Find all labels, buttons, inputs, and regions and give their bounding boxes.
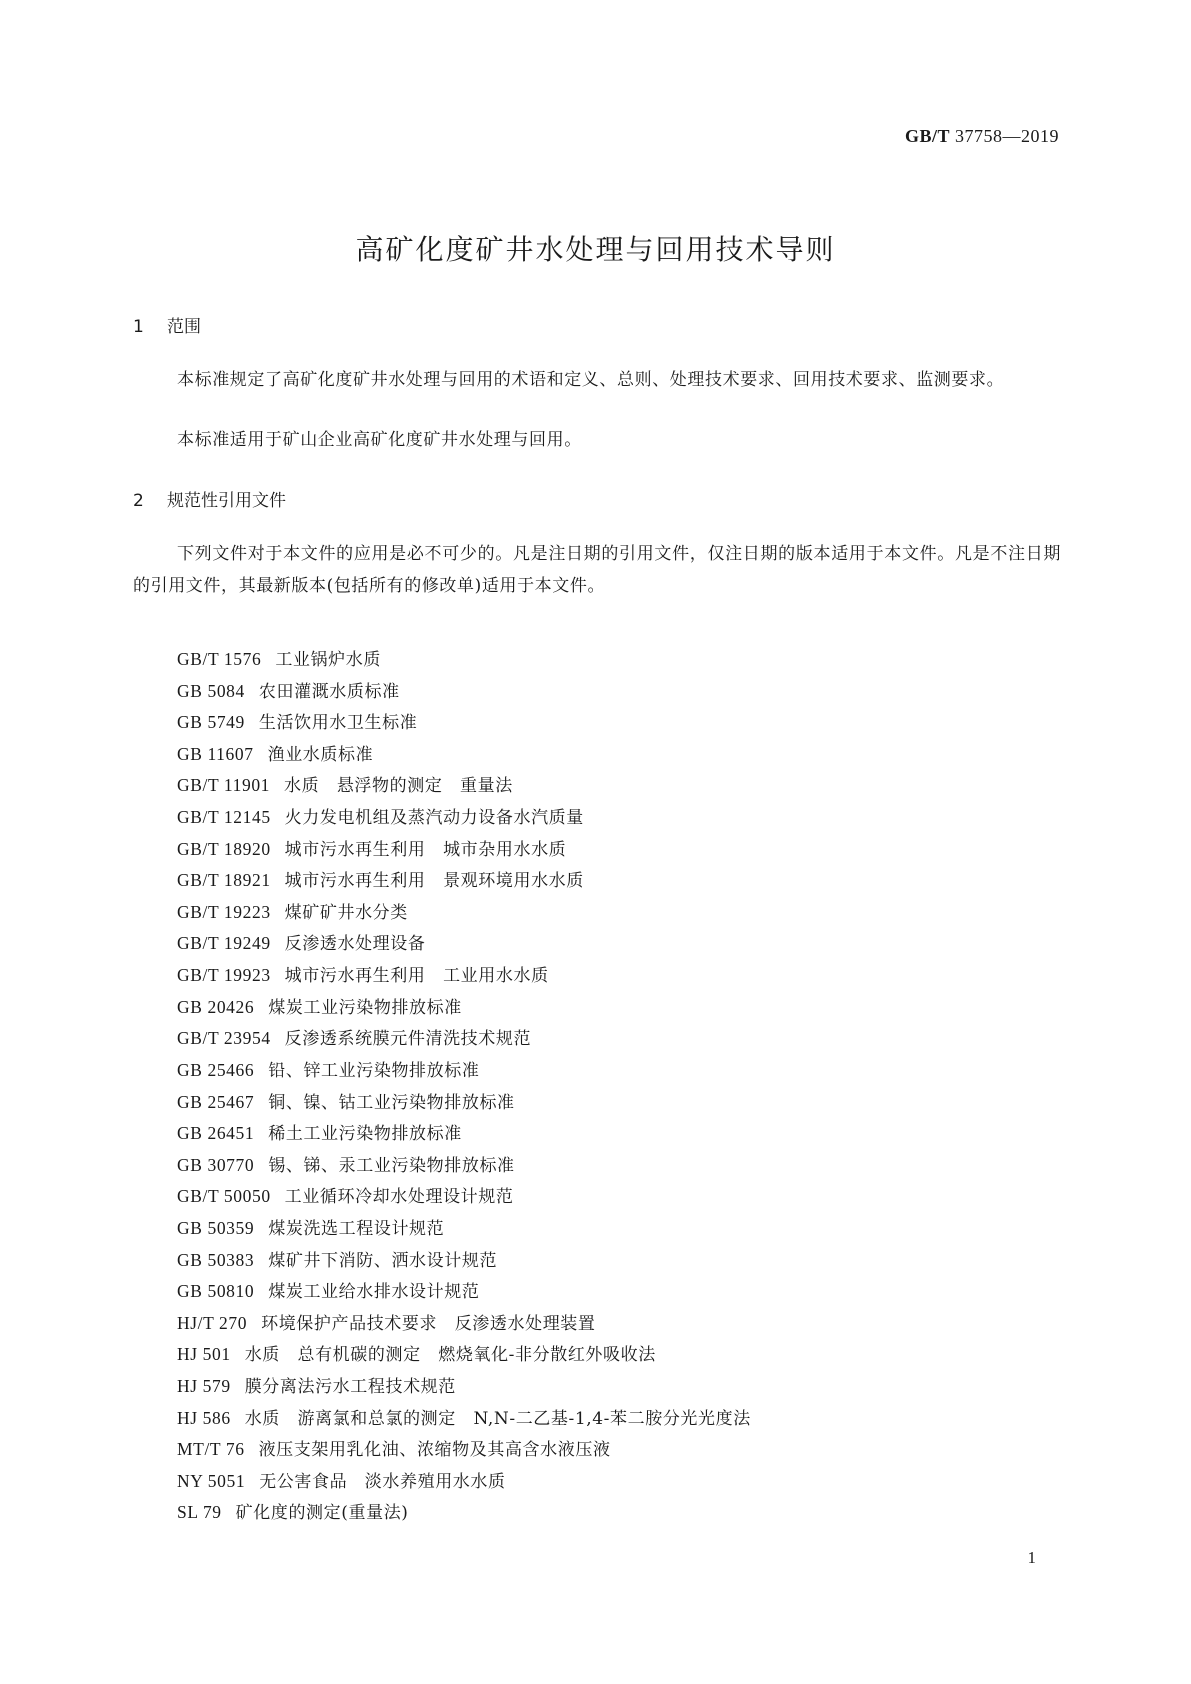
reference-code: GB/T 18920	[177, 838, 271, 859]
reference-code: GB 50810	[177, 1281, 255, 1302]
reference-code: HJ 501	[177, 1344, 231, 1365]
reference-title: 水质 总有机碳的测定 燃烧氧化-非分散红外吸收法	[244, 1345, 656, 1366]
reference-title: 煤矿井下消防、洒水设计规范	[268, 1250, 498, 1271]
reference-title: 工业循环冷却水处理设计规范	[284, 1187, 514, 1208]
reference-code: GB/T 19249	[177, 933, 271, 954]
reference-code: GB/T 19223	[177, 901, 271, 922]
reference-title: 工业锅炉水质	[275, 650, 381, 670]
reference-code: GB/T 50050	[177, 1186, 271, 1207]
reference-item	[177, 960, 751, 992]
reference-title: 反渗透系统膜元件清洗技术规范	[284, 1029, 532, 1050]
reference-title: 膜分离法污水工程技术规范	[244, 1377, 456, 1398]
reference-list	[177, 644, 751, 1529]
section-number: 1	[133, 317, 144, 337]
reference-title: 农田灌溉水质标准	[258, 681, 400, 702]
reference-code: GB/T 23954	[177, 1028, 271, 1049]
reference-item	[177, 1245, 751, 1277]
reference-code: GB 26451	[177, 1123, 255, 1144]
reference-code: MT/T 76	[177, 1439, 245, 1460]
reference-item	[177, 1023, 751, 1055]
reference-item	[177, 1087, 751, 1119]
reference-item	[177, 1213, 751, 1245]
paragraph-scope-2: 本标准适用于矿山企业高矿化度矿井水处理与回用。	[177, 430, 582, 450]
reference-code: GB/T 19923	[177, 965, 271, 986]
reference-code: HJ/T 270	[177, 1312, 248, 1333]
reference-item	[177, 707, 751, 739]
reference-title: 煤炭洗选工程设计规范	[268, 1218, 445, 1239]
reference-code: SL 79	[177, 1502, 222, 1523]
reference-item	[177, 739, 751, 771]
reference-item	[177, 1466, 751, 1498]
reference-title: 环境保护产品技术要求 反渗透水处理装置	[261, 1313, 596, 1334]
section-title: 规范性引用文件	[167, 491, 286, 511]
reference-code: GB/T 12145	[177, 807, 271, 828]
reference-code: GB 5084	[177, 680, 245, 701]
paragraph-scope-1: 本标准规定了高矿化度矿井水处理与回用的术语和定义、总则、处理技术要求、回用技术要求、监测要求。	[177, 370, 1005, 390]
reference-item	[177, 1118, 751, 1150]
reference-item	[177, 1150, 751, 1182]
reference-title: 火力发电机组及蒸汽动力设备水汽质量	[284, 808, 584, 829]
document-title: 高矿化度矿井水处理与回用技术导则	[355, 233, 836, 266]
reference-title: 城市污水再生利用 工业用水水质	[284, 966, 549, 987]
page-number: 1	[1027, 1548, 1036, 1567]
section-title: 范围	[167, 317, 201, 337]
reference-item	[177, 676, 751, 708]
reference-title: 无公害食品 淡水养殖用水水质	[259, 1471, 506, 1492]
reference-title: 铅、锌工业污染物排放标准	[268, 1060, 480, 1081]
reference-title: 液压支架用乳化油、浓缩物及其高含水液压液	[258, 1440, 611, 1461]
reference-title: 水质 游离氯和总氯的测定 N,N-二乙基-1,4-苯二胺分光光度法	[244, 1408, 751, 1429]
reference-item	[177, 802, 751, 834]
reference-title: 水质 悬浮物的测定 重量法	[284, 776, 513, 797]
reference-code: HJ 586	[177, 1407, 231, 1428]
reference-code: HJ 579	[177, 1376, 231, 1397]
reference-item	[177, 1308, 751, 1340]
reference-title: 锡、锑、汞工业污染物排放标准	[268, 1155, 515, 1176]
standard-number	[905, 126, 1059, 147]
reference-code: GB 20426	[177, 996, 255, 1017]
reference-item	[177, 1181, 751, 1213]
paragraph-references-intro: 下列文件对于本文件的应用是必不可少的。凡是注日期的引用文件，仅注日期的版本适用于本文件。凡是不注日期的引用文件，其最新版本(包括所有的修改单)适用于本文件。	[133, 544, 1061, 596]
reference-item	[177, 928, 751, 960]
reference-item	[177, 644, 751, 676]
section-heading-scope	[133, 312, 201, 337]
reference-title: 生活饮用水卫生标准	[258, 713, 418, 734]
reference-code: GB/T 1576	[177, 649, 262, 669]
reference-item	[177, 1276, 751, 1308]
reference-code: GB/T 18921	[177, 870, 271, 891]
reference-code: GB 25467	[177, 1091, 255, 1112]
reference-item	[177, 1434, 751, 1466]
reference-code: GB 5749	[177, 712, 245, 733]
reference-title: 矿化度的测定(重量法)	[235, 1503, 409, 1524]
reference-title: 渔业水质标准	[267, 744, 374, 765]
reference-title: 反渗透水处理设备	[284, 934, 426, 955]
standard-code: 37758—2019	[955, 126, 1059, 146]
reference-item	[177, 834, 751, 866]
reference-item	[177, 992, 751, 1024]
reference-item	[177, 1055, 751, 1087]
reference-code: GB 11607	[177, 743, 254, 764]
standard-prefix: GB/T	[904, 126, 950, 146]
reference-item	[177, 897, 751, 929]
reference-item	[177, 770, 751, 802]
reference-title: 煤炭工业污染物排放标准	[268, 997, 462, 1018]
reference-item	[177, 1371, 751, 1403]
section-heading-normative-references	[133, 486, 286, 511]
reference-code: GB/T 11901	[177, 775, 271, 796]
reference-title: 铜、镍、钴工业污染物排放标准	[268, 1092, 515, 1113]
section-number: 2	[133, 491, 144, 511]
reference-title: 煤矿矿井水分类	[284, 902, 408, 923]
reference-code: GB 50359	[177, 1217, 255, 1238]
reference-code: GB 50383	[177, 1249, 255, 1270]
reference-item	[177, 1497, 751, 1529]
reference-title: 城市污水再生利用 景观环境用水水质	[284, 871, 584, 892]
reference-title: 稀土工业污染物排放标准	[268, 1124, 462, 1145]
reference-item	[177, 865, 751, 897]
reference-title: 煤炭工业给水排水设计规范	[268, 1282, 480, 1303]
reference-code: GB 25466	[177, 1059, 255, 1080]
reference-item	[177, 1339, 751, 1371]
reference-code: GB 30770	[177, 1154, 255, 1175]
reference-title: 城市污水再生利用 城市杂用水水质	[284, 839, 567, 860]
reference-code: NY 5051	[177, 1470, 246, 1491]
reference-item	[177, 1403, 751, 1435]
